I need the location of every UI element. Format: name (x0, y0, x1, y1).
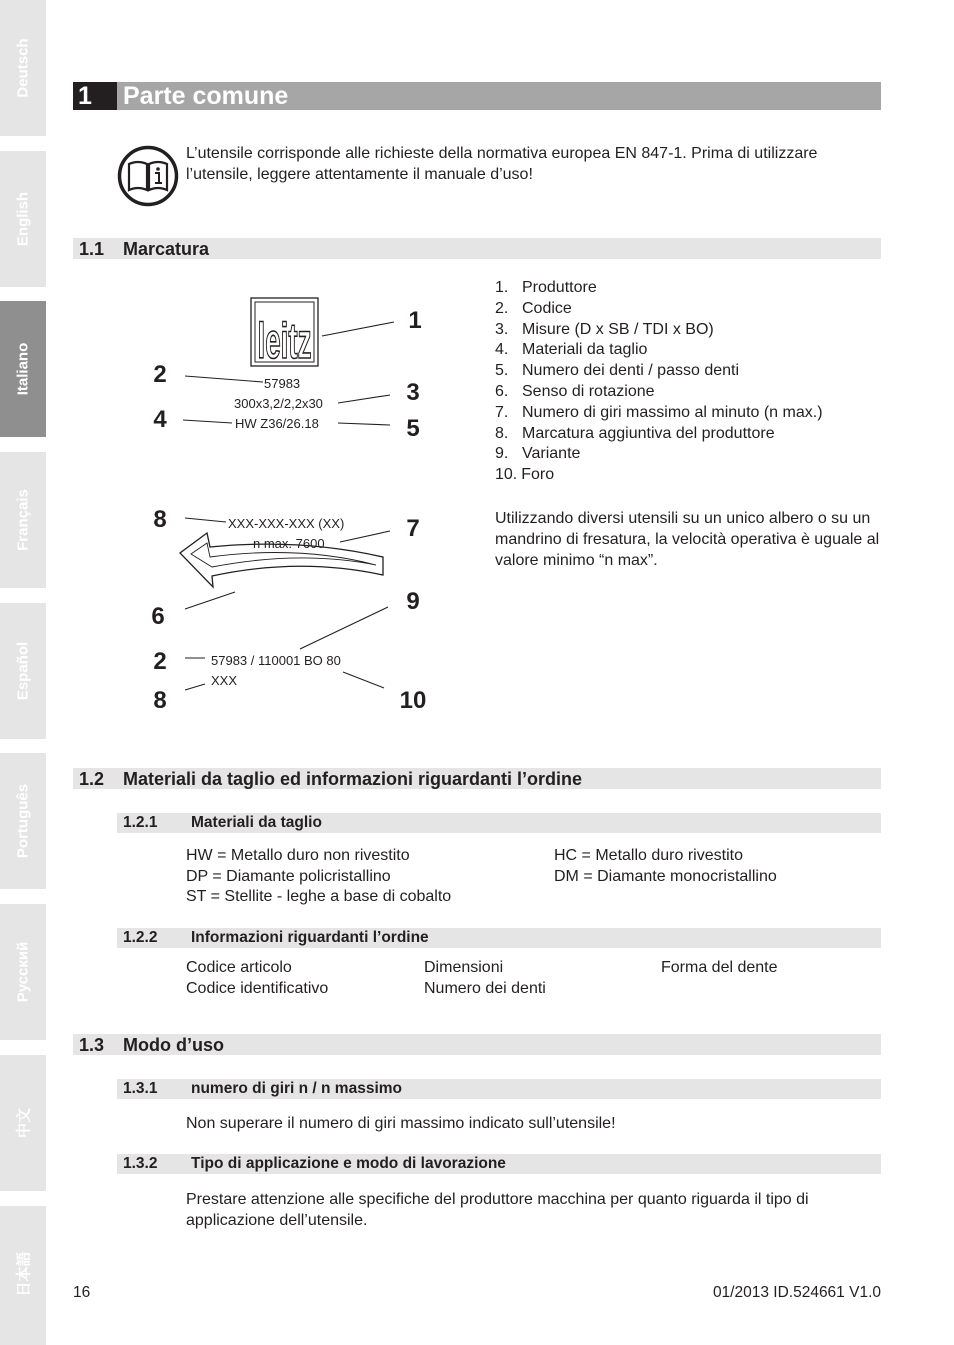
mark-teeth: HW Z36/26.18 (235, 416, 319, 431)
subsection-heading-1-2-2 (117, 928, 881, 948)
manual-info-icon (117, 145, 179, 207)
subsection-title: Materiali da taglio (191, 814, 322, 831)
mark-bottom-code: 57983 / 110001 BO 80 (211, 653, 341, 668)
legend-item: 3. Misure (D x SB / TDI x BO) (495, 320, 714, 338)
lang-tab-label: Português (14, 783, 32, 859)
callout-8: 8 (153, 506, 167, 533)
speed-warning-line: Non superare il numero di giri massimo indicato sull’utensile! (186, 1115, 616, 1132)
materials-col-1 (186, 846, 451, 908)
marking-diagram (140, 285, 440, 715)
lang-tab-label: 中文 (15, 1107, 33, 1139)
speed-warning-text (186, 1114, 616, 1135)
mark-dims: 300x3,2/2,2x30 (234, 396, 323, 411)
material-item: HC = Metallo duro rivestito (554, 847, 743, 864)
callout-7: 7 (406, 515, 420, 542)
lang-tab-portugues[interactable] (0, 753, 46, 889)
material-item: DM = Diamante monocristallino (554, 867, 777, 885)
lang-tab-deutsch[interactable] (0, 0, 46, 136)
lang-tab-espanol[interactable] (0, 603, 46, 739)
lang-tab-label: Deutsch (14, 38, 32, 98)
section-number: 1.3 (79, 1035, 105, 1055)
subsection-heading-1-2-1 (117, 813, 881, 833)
application-text (186, 1190, 809, 1231)
callout-10: 10 (399, 687, 427, 714)
lang-tab-label: Français (14, 489, 32, 551)
callout-8b: 8 (153, 687, 167, 714)
document-id: 01/2013 ID.524661 V1.0 (712, 1284, 881, 1301)
subsection-number: 1.3.1 (123, 1080, 158, 1097)
section-title: Marcatura (123, 239, 210, 259)
subsection-title: Informazioni riguardanti l’ordine (191, 929, 429, 946)
callout-6: 6 (151, 603, 165, 630)
callout-2: 2 (153, 361, 167, 388)
lang-tab-japanese[interactable] (0, 1206, 46, 1345)
material-item: DP = Diamante policristallino (186, 867, 391, 885)
legend-item: 7. Numero di giri massimo al minuto (n max.) (495, 403, 823, 421)
legend-item: 2. Codice (495, 299, 572, 317)
legend-item: 6. Senso di rotazione (495, 382, 655, 400)
order-item: Codice identificativo (186, 979, 329, 997)
legend-item: 1. Produttore (495, 279, 597, 296)
leitz-logo (251, 298, 318, 369)
lang-tab-label: Italiano (14, 342, 32, 396)
lang-tab-russian[interactable] (0, 904, 46, 1040)
lang-tab-label: Español (14, 641, 32, 701)
material-item: HW = Metallo duro non rivestito (186, 847, 410, 864)
subsection-number: 1.2.2 (123, 929, 158, 946)
lang-tab-label: English (14, 191, 32, 247)
callout-1: 1 (408, 307, 422, 334)
application-line: Prestare attenzione alle specifiche del produttore macchina per quanto riguarda il tipo di (186, 1191, 809, 1208)
mark-code: 57983 (264, 376, 301, 391)
subsection-heading-1-3-2 (117, 1154, 881, 1174)
page-number: 16 (73, 1284, 91, 1301)
order-item: Codice articolo (186, 959, 292, 976)
mark-variant: XXX-XXX-XXX (XX) (228, 516, 345, 531)
mark-bottom-variant: XXX (211, 673, 238, 688)
application-line: applicazione dell’utensile. (186, 1211, 368, 1229)
mark-nmax: n max. 7600 (253, 536, 325, 551)
section-title: Modo d’uso (123, 1035, 224, 1055)
callout-5: 5 (406, 415, 420, 442)
legend-item: 5. Numero dei denti / passo denti (495, 362, 740, 380)
leitz-logo-text: leitz (257, 313, 312, 369)
subsection-heading-1-3-1 (117, 1079, 881, 1099)
speed-note: Utilizzando diversi utensili su un unico albero o su un mandrino di fresatura, la velocità operativa è uguale al valore minimo “n max”. (495, 510, 880, 569)
callout-9: 9 (406, 588, 420, 615)
section-title: Materiali da taglio ed informazioni riguardanti l’ordine (123, 769, 583, 789)
section-heading-1-2 (73, 768, 881, 789)
lang-tab-chinese[interactable] (0, 1055, 46, 1191)
marking-legend (495, 278, 823, 486)
subsection-title: Tipo di applicazione e modo di lavorazione (191, 1155, 506, 1172)
section-heading-1-1 (73, 238, 881, 259)
subsection-title: numero di giri n / n massimo (191, 1080, 403, 1097)
callout-4: 4 (153, 406, 167, 433)
order-item: Forma del dente (661, 959, 778, 976)
legend-item: 8. Marcatura aggiuntiva del produttore (495, 424, 775, 442)
intro-text: L’utensile corrisponde alle richieste della normativa europea EN 847-1. Prima di utilizzare l’utensile, leggere attentamente il manuale d’uso! (186, 145, 818, 183)
lang-tab-italiano[interactable] (0, 301, 46, 437)
section-number: 1.2 (79, 769, 105, 789)
subsection-number: 1.2.1 (123, 814, 158, 831)
materials-col-2 (554, 846, 777, 887)
callout-3: 3 (406, 379, 420, 406)
legend-item: 10. Foro (495, 466, 555, 484)
material-item: ST = Stellite - leghe a base di cobalto (186, 888, 452, 905)
lang-tab-english[interactable] (0, 151, 46, 287)
order-item: Dimensioni (424, 959, 504, 976)
lang-tab-label: 日本語 (15, 1251, 33, 1297)
callout-2b: 2 (153, 648, 167, 675)
legend-item: 9. Variante (495, 445, 581, 463)
chapter-title-bar (73, 82, 881, 110)
legend-item: 4. Materiali da taglio (495, 341, 648, 359)
chapter-title: Parte comune (123, 82, 289, 110)
lang-tab-label: Русский (14, 941, 32, 1003)
section-number: 1.1 (79, 239, 105, 259)
section-heading-1-3 (73, 1034, 881, 1055)
order-item: Numero dei denti (424, 979, 546, 997)
order-col-1 (186, 958, 328, 999)
order-col-2 (424, 958, 546, 999)
lang-tab-francais[interactable] (0, 452, 46, 588)
chapter-number: 1 (73, 82, 117, 110)
order-col-3 (661, 958, 778, 979)
subsection-number: 1.3.2 (123, 1155, 158, 1172)
